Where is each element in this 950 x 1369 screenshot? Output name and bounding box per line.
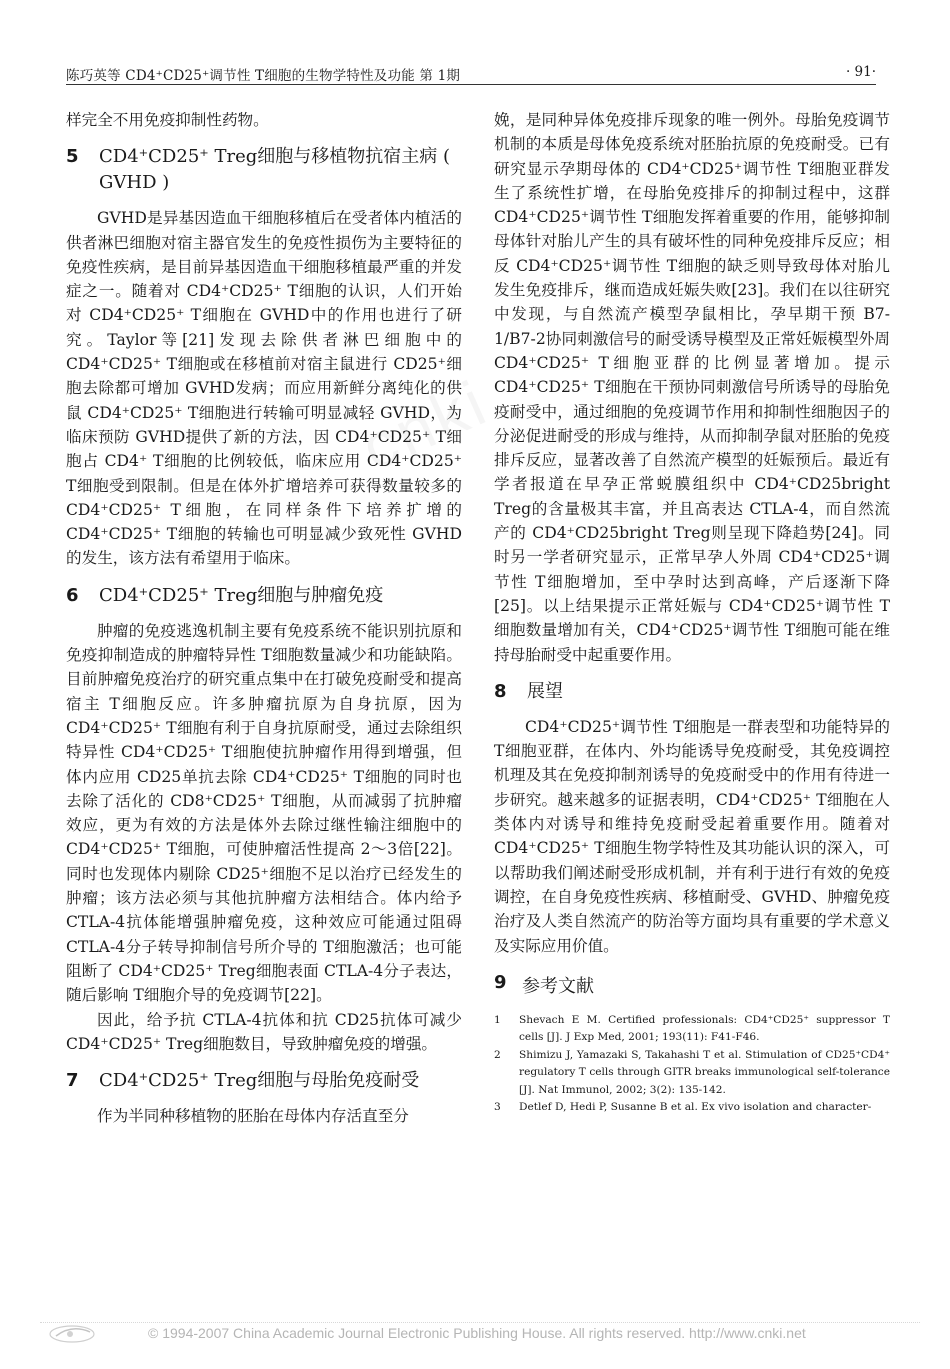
reference-number: 1 (494, 1013, 501, 1026)
section-6-heading (66, 583, 462, 609)
section-number: 7 (66, 1070, 79, 1092)
intro-paragraph: 样完全不用免疫抑制性药物。 (66, 111, 269, 129)
section-title: CD4⁺CD25⁺ Treg细胞与肿瘤免疫 (99, 584, 384, 606)
page-number: · 91· (845, 64, 876, 80)
section-6-paragraph-2: 因此，给予抗 CTLA-4抗体和抗 CD25抗体可减少 CD4⁺CD25⁺ Treg细胞数目，导致肿瘤免疫的增强。 (66, 1010, 462, 1053)
section-6-paragraph-1: 肿瘤的免疫逃逸机制主要有免疫系统不能识别抗原和免疫抑制造成的肿瘤特异性 T细胞数量减少和功能缺陷。目前肿瘤免疫治疗的研究重点集中在打破免疫耐受和提高宿主 T细胞反应。许多肿瘤抗原为自身抗原，因为 CD4⁺CD25⁺ T细胞有利于自身抗原耐受，通过去除组织特异性 CD4⁺CD25⁺ T细胞使抗肿瘤作用得到增强，但体内应用 CD25单抗去除 CD4⁺CD25⁺ T细胞的同时也去除了活化的 CD8⁺CD25⁺ T细胞，从而减弱了抗肿瘤效应，更为有效的方法是体外去除过继性输注细胞中的 CD4⁺CD25⁺ T细胞，可使肿瘤活性提高 2～3倍[22]。同时也发现体内剔除 CD25⁺细胞不足以治疗已经发生的肿瘤；该方法必须与其他抗肿瘤方法相结合。体内给予 CTLA-4抗体能增强肿瘤免疫，这种效应可能通过阻碍 CTLA-4分子转导抑制信号所介导的 T细胞激活；也可能阻断了 CD4⁺CD25⁺ Treg细胞表面 CTLA-4分子表达，随后影响 T细胞介导的免疫调节[22]。 (66, 621, 462, 1005)
section-title: CD4⁺CD25⁺ Treg细胞与母胎免疫耐受 (99, 1070, 420, 1092)
section-number: 8 (494, 680, 507, 702)
header-rule (66, 84, 876, 85)
section-title: 展望 (527, 680, 563, 702)
reference-number: 3 (494, 1101, 501, 1114)
section-number: 6 (66, 584, 79, 606)
header-left: 陈巧英等 CD4⁺CD25⁺调节性 T细胞的生物学特性及功能 第 1期 (66, 68, 461, 84)
reference-text: Shimizu J, Yamazaki S, Takahashi T et al. Stimulation of CD25⁺CD4⁺ regulatory T cells through GITR breaks immunological self-tolerance [J]. Nat Immunol, 2002; 3(2): 135-142. (519, 1048, 890, 1096)
continued-paragraph: 娩，是同种异体免疫排斥现象的唯一例外。母胎免疫调节机制的本质是母体免疫系统对胚胎抗原的免疫耐受。已有研究显示孕期母体的 CD4⁺CD25⁺调节性 T细胞亚群发生了系统性扩增，在母胎免疫排斥的抑制过程中，这群 CD4⁺CD25⁺调节性 T细胞发挥着重要的作用，能够抑制母体针对胎儿产生的具有破坏性的同种免疫排斥反应；相反 CD4⁺CD25⁺调节性 T细胞的缺乏则导致母体对胎儿发生免疫排斥，继而造成妊娠失败[23]。我们在以往研究中发现，与自然流产模型孕鼠相比，孕早期干预 B7-1/B7-2协同刺激信号的耐受诱导模型及正常妊娠模型外周 CD4⁺CD25⁺ T细胞亚群的比例显著增加。提示 CD4⁺CD25⁺ T细胞在干预协同刺激信号所诱导的母胎免疫耐受中，通过细胞的免疫调节作用和抑制性细胞因子的分泌促进耐受的形成与维持，从而抑制孕鼠对胚胎的免疫排斥反应，显著改善了自然流产模型的妊娠预后。最近有学者报道在早孕正常蜕膜组织中 CD4⁺CD25bright Treg的含量极其丰富，并且高表达 CTLA-4，而自然流产的 CD4⁺CD25bright Treg则呈现下降趋势[24]。同时另一学者研究显示，正常早孕人外周 CD4⁺CD25⁺调节性 T细胞增加，至中孕时达到高峰，产后逐渐下降[25]。以上结果提示正常妊娠与 CD4⁺CD25⁺调节性 T细胞数量增加有关，CD4⁺CD25⁺调节性 T细胞可能在维持母胎耐受中起重要作用。 (494, 111, 890, 664)
section-8-heading (494, 679, 890, 705)
copyright-footer (40, 1322, 940, 1346)
references-heading (494, 972, 890, 998)
reference-number: 2 (494, 1048, 501, 1061)
section-5-paragraph: GVHD是异基因造血干细胞移植后在受者体内植活的供者淋巴细胞对宿主器官发生的免疫性损伤为主要特征的免疫性疾病，是目前异基因造血干细胞移植最严重的并发症之一。随着对 CD4⁺CD25⁺ T细胞的认识，人们开始对 CD4⁺CD25⁺ T细胞在 GVHD中的作用也进行了研究。Taylor等[21]发现去除供者淋巴细胞中的 CD4⁺CD25⁺ T细胞或在移植前对宿主鼠进行 CD25⁺细胞去除都可增加 GVHD发病；而应用新鲜分离纯化的供鼠 CD4⁺CD25⁺ T细胞进行转输可明显减轻 GVHD，为临床预防 GVHD提供了新的方法，因 CD4⁺CD25⁺ T细胞占 CD4⁺ T细胞的比例较低，临床应用 CD4⁺CD25⁺ T细胞受到限制。但是在体外扩增培养可获得数量较多的 CD4⁺CD25⁺ T细胞，在同样条件下培养扩增的 CD4⁺CD25⁺ T细胞的转输也可明显减少致死性 GVHD的发生，该方法有希望用于临床。 (66, 209, 462, 568)
section-number: 9 (494, 971, 507, 993)
section-title: 参考文献 (522, 975, 594, 997)
reference-text: Detlef D, Hedi P, Susanne B et al. Ex vivo isolation and character- (519, 1101, 872, 1114)
reference-item (494, 1012, 890, 1047)
reference-item (494, 1047, 890, 1100)
reference-item (494, 1099, 890, 1117)
section-8-paragraph: CD4⁺CD25⁺调节性 T细胞是一群表型和功能特异的 T细胞亚群，在体内、外均能诱导免疫耐受，其免疫调控机理及其在免疫抑制剂诱导的免疫耐受中的作用有待进一步研究。越来越多的证据表明，CD4⁺CD25⁺ T细胞在人类体内对诱导和维持免疫耐受起着重要作用。随着对 CD4⁺CD25⁺ T细胞生物学特性及其功能认识的深入，可以帮助我们阐述耐受形成机制，并有利于进行有效的免疫调控，在自身免疫性疾病、移植耐受、GVHD、肿瘤免疫治疗及人类自然流产的防治等方面均具有重要的学术意义及实际应用价值。 (494, 717, 890, 955)
section-number: 5 (66, 146, 79, 168)
right-column (494, 108, 890, 1117)
footer-copyright-text: © 1994-2007 China Academic Journal Electronic Publishing House. All rights reserved. http://www.cnki.net (148, 1325, 806, 1341)
running-header (66, 64, 876, 86)
section-7-paragraph: 作为半同种移植物的胚胎在母体内存活直至分 (97, 1107, 409, 1126)
reference-text: Shevach E M. Certified professionals: CD4⁺CD25⁺ suppressor T cells [J]. J Exp Med, 2001; 193(11): F41-F46. (519, 1013, 890, 1044)
publisher-logo-icon (46, 1322, 106, 1344)
section-7-heading (66, 1068, 462, 1094)
section-title: CD4⁺CD25⁺ Treg细胞与移植物抗宿主病 ( GVHD ) (99, 146, 451, 194)
footer-divider (40, 1322, 920, 1323)
section-5-heading (66, 144, 462, 196)
left-column (66, 108, 462, 1128)
